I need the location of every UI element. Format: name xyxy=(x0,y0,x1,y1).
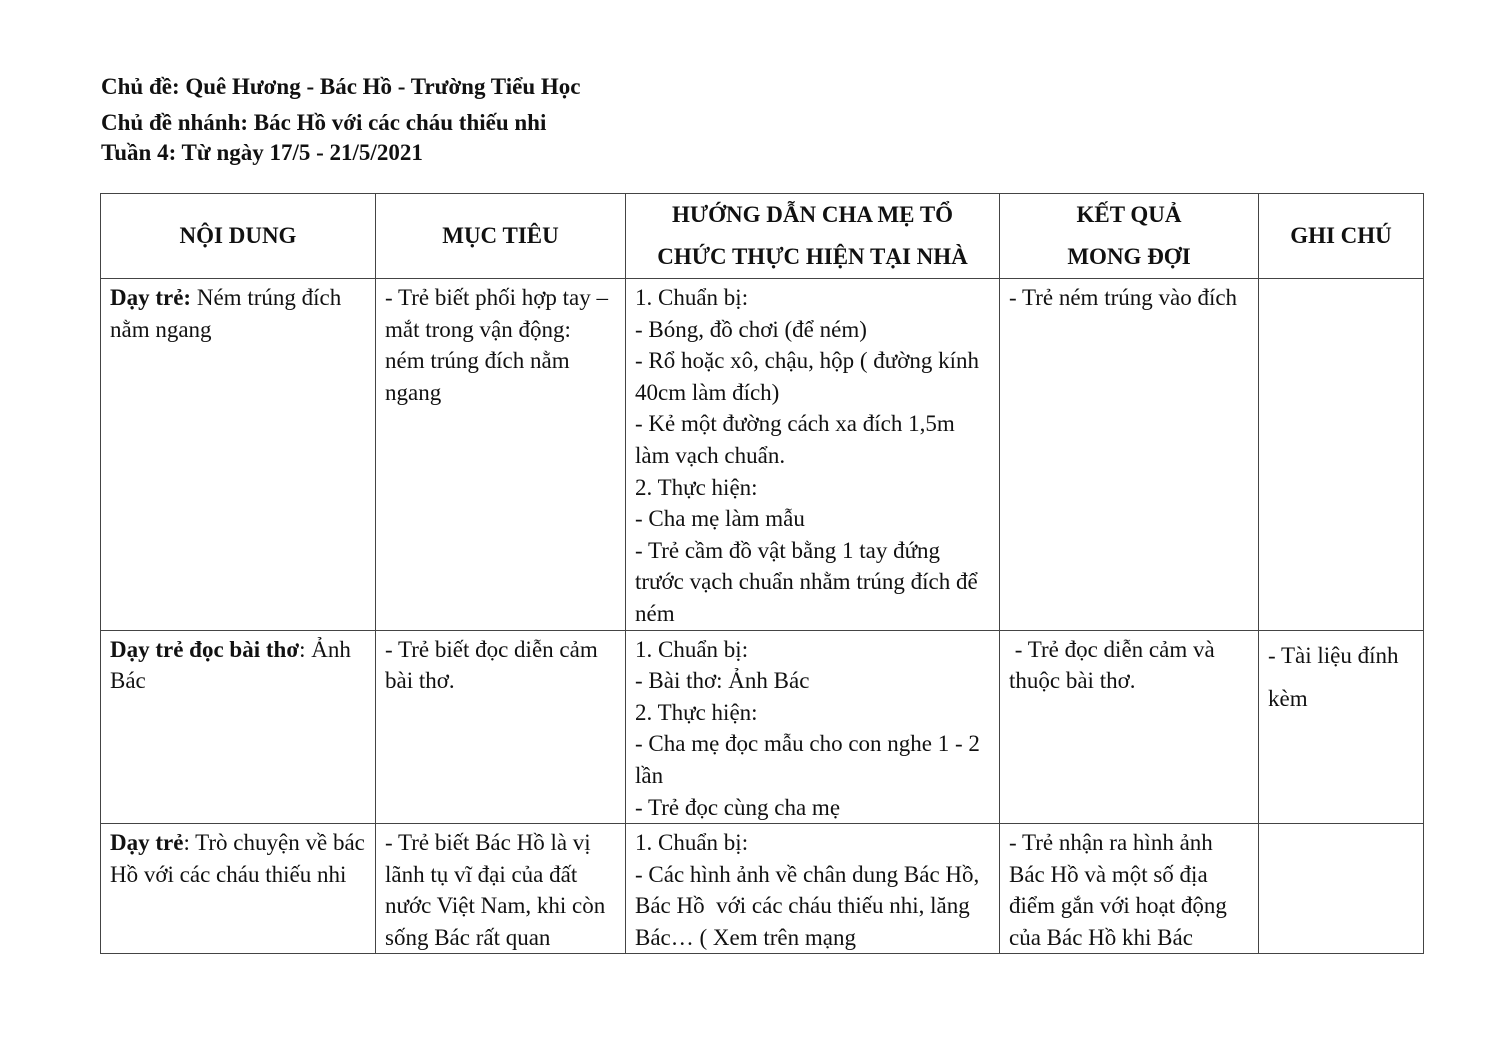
column-header-content: NỘI DUNG xyxy=(101,194,376,279)
table-header-row xyxy=(101,194,1424,279)
expected-cell: - Trẻ đọc diễn cảm và thuộc bài thơ. xyxy=(1000,630,1259,824)
table-row xyxy=(101,824,1424,954)
guide-cell: 1. Chuẩn bị: - Bóng, đồ chơi (để ném) - Rổ hoặc xô, chậu, hộp ( đường kính 40cm làm đích) - Kẻ một đường cách xa đích 1,5m làm vạch chuẩn. 2. Thực hiện: - Cha mẹ làm mẫu - Trẻ cầm đồ vật bằng 1 tay đứng trước vạch chuẩn nhằm trúng đích để ném xyxy=(626,279,1000,631)
guide-cell: 1. Chuẩn bị: - Bài thơ: Ảnh Bác 2. Thực hiện: - Cha mẹ đọc mẫu cho con nghe 1 - 2 lần - Trẻ đọc cùng cha mẹ xyxy=(626,630,1000,824)
topic-title: Chủ đề: Quê Hương - Bác Hồ - Trường Tiểu Học xyxy=(101,74,581,99)
note-cell xyxy=(1259,824,1424,954)
column-header-expected: KẾT QUẢ MONG ĐỢI xyxy=(1000,194,1259,279)
column-header-note: GHI CHÚ xyxy=(1259,194,1424,279)
document-heading xyxy=(101,70,580,166)
content-cell: Dạy trẻ: Trò chuyện về bác Hồ với các cháu thiếu nhi xyxy=(101,824,376,954)
objective-cell: - Trẻ biết đọc diễn cảm bài thơ. xyxy=(376,630,626,824)
note-cell: - Tài liệu đính kèm xyxy=(1259,630,1424,824)
column-header-objective: MỤC TIÊU xyxy=(376,194,626,279)
expected-cell: - Trẻ ném trúng vào đích xyxy=(1000,279,1259,631)
objective-cell: - Trẻ biết phối hợp tay – mắt trong vận động: ném trúng đích nằm ngang xyxy=(376,279,626,631)
subtopic-title: Chủ đề nhánh: Bác Hồ với các cháu thiếu nhi xyxy=(101,110,547,135)
table-row xyxy=(101,630,1424,824)
column-header-guide: HƯỚNG DẪN CHA MẸ TỔ CHỨC THỰC HIỆN TẠI NHÀ xyxy=(626,194,1000,279)
lesson-plan-table xyxy=(100,193,1424,954)
table-row xyxy=(101,279,1424,631)
guide-cell: 1. Chuẩn bị: - Các hình ảnh về chân dung Bác Hồ, Bác Hồ với các cháu thiếu nhi, lăng Bác… ( Xem trên mạng xyxy=(626,824,1000,954)
note-cell xyxy=(1259,279,1424,631)
expected-cell: - Trẻ nhận ra hình ảnh Bác Hồ và một số địa điểm gắn với hoạt động của Bác Hồ khi Bác xyxy=(1000,824,1259,954)
objective-cell: - Trẻ biết Bác Hồ là vị lãnh tụ vĩ đại của đất nước Việt Nam, khi còn sống Bác rất quan xyxy=(376,824,626,954)
content-cell: Dạy trẻ: Ném trúng đích nằm ngang xyxy=(101,279,376,631)
week-title: Tuần 4: Từ ngày 17/5 - 21/5/2021 xyxy=(101,140,423,165)
content-cell: Dạy trẻ đọc bài thơ: Ảnh Bác xyxy=(101,630,376,824)
